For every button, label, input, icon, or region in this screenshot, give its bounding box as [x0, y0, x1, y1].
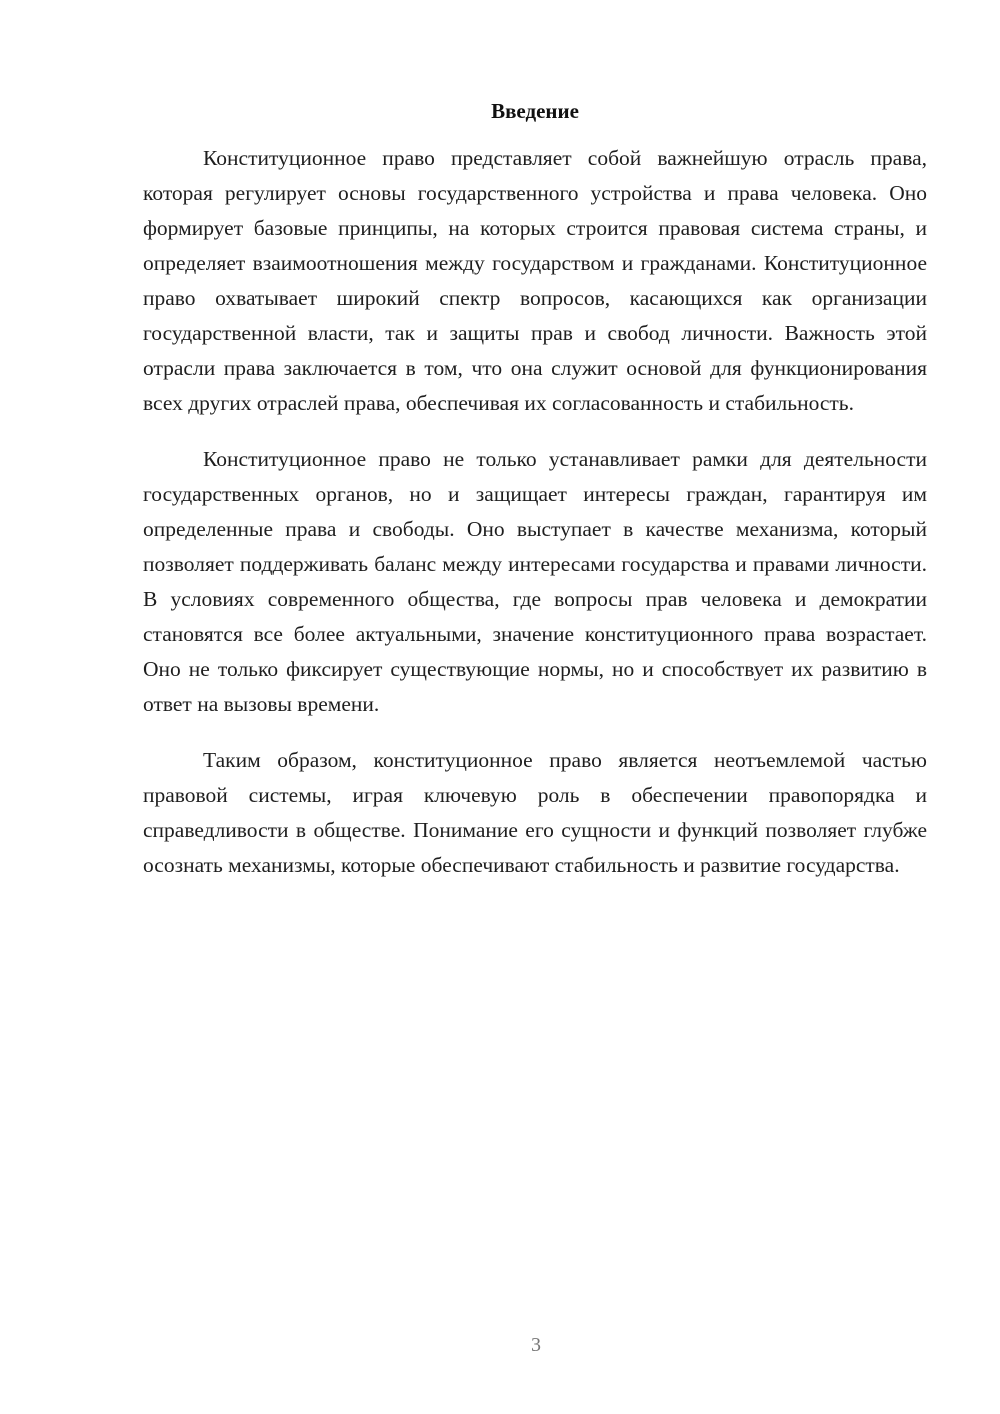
page-number: 3: [531, 1334, 541, 1356]
page-content: [143, 96, 927, 883]
section-heading: Введение: [491, 99, 579, 123]
paragraph-2: Конституционное право не только устанавливает рамки для деятельности государственных органов, но и защищает интересы граждан, гарантируя им определенные права и свободы. Оно выступает в качестве механизма, который позволяет поддерживать баланс между интересами государства и правами личности. В условиях современного общества, где вопросы прав человека и демократии становятся все более актуальными, значение конституционного права возрастает. Оно не только фиксирует существующие нормы, но и способствует их развитию в ответ на вызовы времени.: [143, 447, 927, 716]
paragraph-3: Таким образом, конституционное право является неотъемлемой частью правовой системы, играя ключевую роль в обеспечении правопорядка и справедливости в обществе. Понимание его сущности и функций позволяет глубже осознать механизмы, которые обеспечивают стабильность и развитие государства.: [143, 748, 927, 877]
paragraph-1: Конституционное право представляет собой важнейшую отрасль права, которая регулирует основы государственного устройства и права человека. Оно формирует базовые принципы, на которых строится правовая система страны, и определяет взаимоотношения между государством и гражданами. Конституционное право охватывает широкий спектр вопросов, касающихся как организации государственной власти, так и защиты прав и свобод личности. Важность этой отрасли права заключается в том, что она служит основой для функционирования всех других отраслей права, обеспечивая их согласованность и стабильность.: [143, 146, 927, 415]
